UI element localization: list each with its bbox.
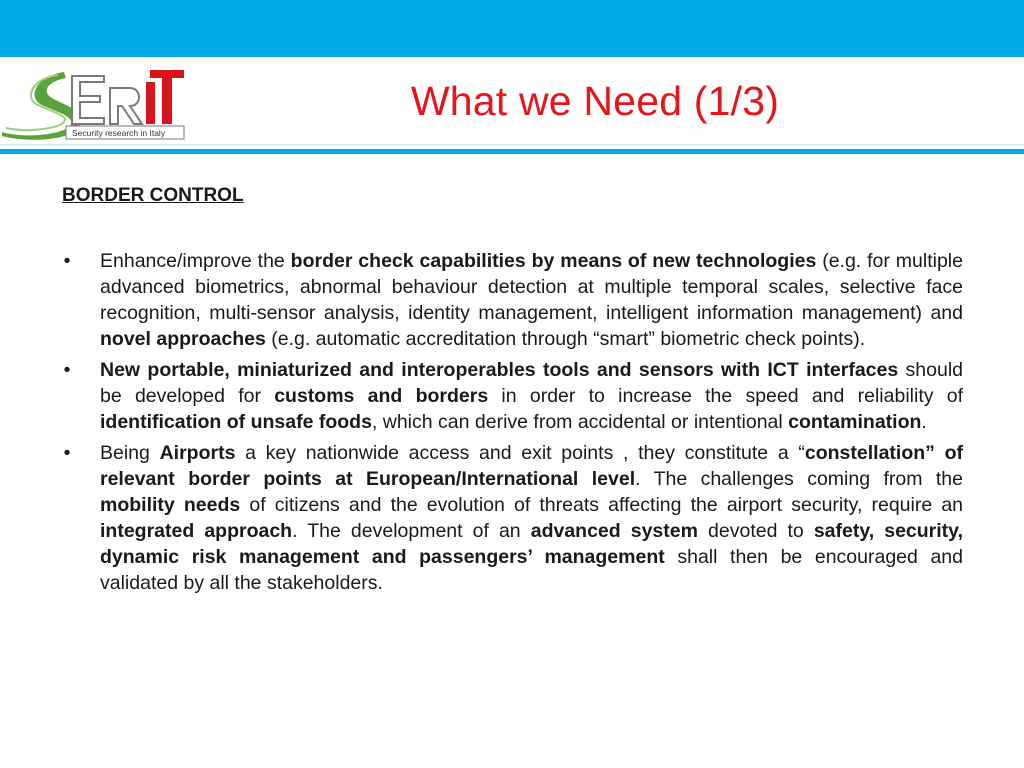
- bullet-text: .: [921, 411, 927, 433]
- bullet-text: should be developed for: [100, 359, 963, 407]
- bullet-text-bold: mobility needs: [100, 494, 241, 516]
- bullet-text: in order to increase the speed and reliability of: [488, 385, 963, 407]
- header-divider-thin: [0, 144, 1024, 145]
- bullet-text-bold: constellation” of relevant border points at European/International level: [100, 442, 964, 490]
- bullet-text: Enhance/improve the: [100, 250, 291, 272]
- bullet-item: [60, 357, 963, 435]
- bullet-text-bold: novel approaches: [100, 328, 266, 350]
- page-title: What we Need (1/3): [410, 78, 780, 124]
- bullet-text-bold: integrated approach: [100, 520, 293, 542]
- bullet-text-bold: Airports: [159, 442, 236, 464]
- bullet-item: [60, 248, 963, 352]
- bullet-marker: •: [63, 359, 71, 381]
- top-banner: [0, 0, 1024, 57]
- bullet-text: devoted to: [697, 520, 814, 542]
- bullet-text-bold: safety, security, dynamic risk management and passengers’ management: [100, 520, 963, 568]
- bullet-text: . The development of an: [292, 520, 531, 542]
- bullet-text: Being: [100, 442, 160, 464]
- bullet-text: a key nationwide access and exit points , they constitute a “: [235, 442, 805, 464]
- bullet-text: of citizens and the evolution of threats affecting the airport security, require an: [240, 494, 964, 516]
- bullet-text-bold: border check capabilities by means of new technologies: [290, 250, 817, 272]
- bullet-text-bold: customs and borders: [274, 385, 489, 407]
- bullet-list: [60, 248, 963, 601]
- bullet-marker: •: [63, 250, 71, 272]
- bullet-text: . The challenges coming from the: [635, 468, 963, 490]
- bullet-item: [60, 440, 963, 596]
- bullet-text-bold: New portable, miniaturized and interoperables tools and sensors with ICT interfaces: [100, 359, 899, 381]
- logo-caption: Security research in Italy: [72, 128, 166, 138]
- bullet-text: , which can derive from accidental or intentional: [371, 411, 789, 433]
- bullet-text: (e.g. automatic accreditation through “smart” biometric check points).: [265, 328, 866, 350]
- bullet-text-bold: contamination: [788, 411, 922, 433]
- bullet-text: shall then be encouraged and validated by all the stakeholders.: [100, 546, 963, 594]
- bullet-text-bold: advanced system: [530, 520, 698, 542]
- bullet-text-bold: identification of unsafe foods: [100, 411, 372, 433]
- bullet-marker: •: [63, 442, 71, 464]
- section-heading: BORDER CONTROL: [62, 185, 244, 206]
- bullet-text: (e.g. for multiple advanced biometrics, abnormal behaviour detection at multiple temporal scales, selective face recognition, multi-sensor analysis, identity management, intelligent information management) and: [100, 250, 963, 324]
- header-divider: [0, 149, 1024, 154]
